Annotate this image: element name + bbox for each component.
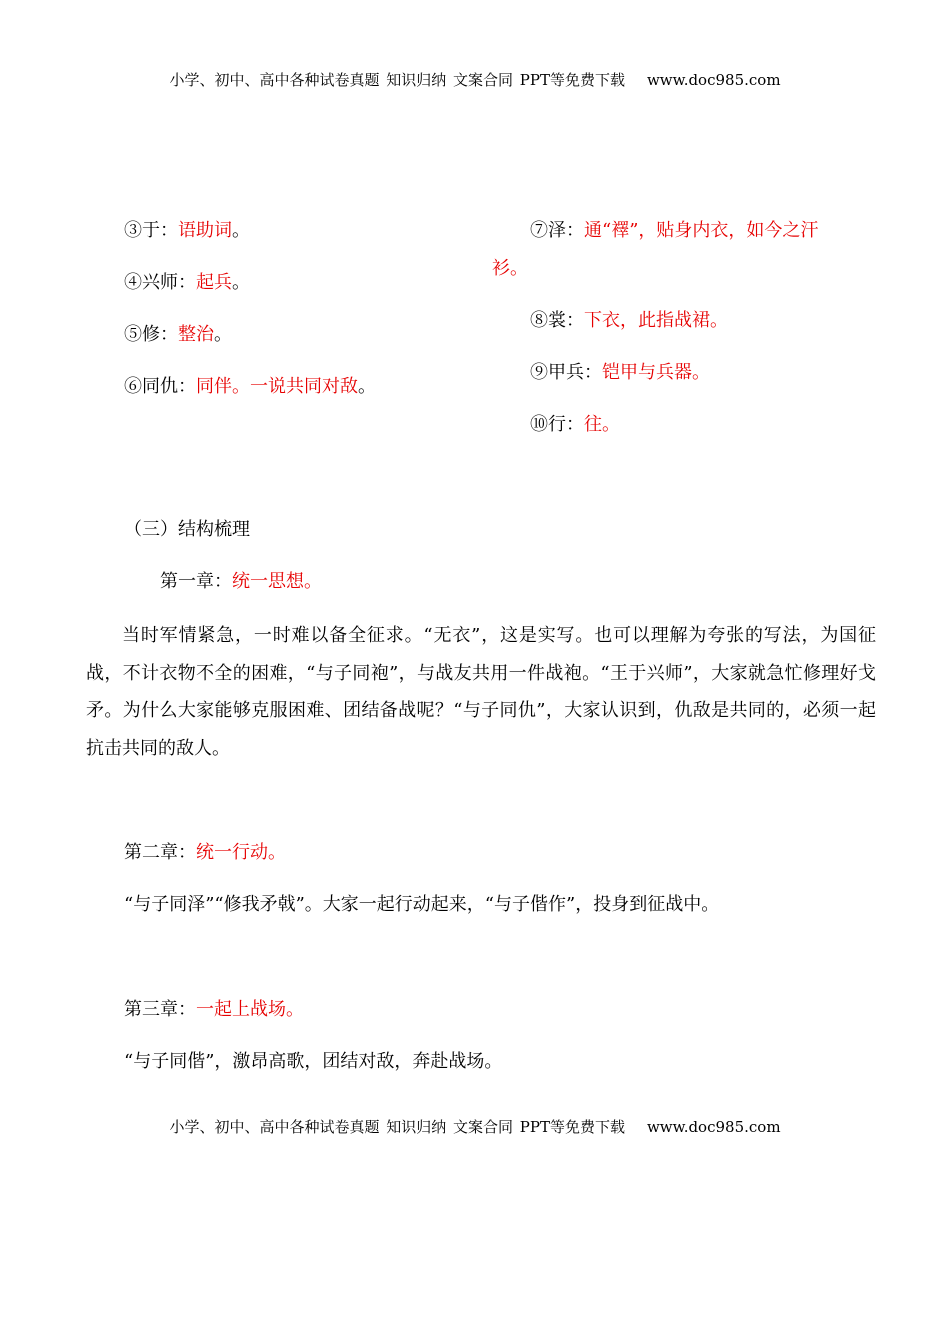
chapter-summary: 一起上战场。	[196, 999, 304, 1020]
note-term: ⑦泽：	[530, 220, 584, 241]
chapter-1-body: 当时军情紧急，一时难以备全征求。“无衣”，这是实写。也可以理解为夸张的写法，为国征战，不计衣物不全的困难，“与子同袍”，与战友共用一件战袍。“王于兴师”，大家就急忙修理好戈矛。为什么大家能够克服困难、团结备战呢？“与子同仇”，大家认识到，仇敌是共同的，必须一起抗击共同的敌人。	[86, 625, 876, 759]
note-term: ⑥同仇：	[124, 376, 196, 397]
chapter-summary: 统一思想。	[232, 571, 322, 592]
page-header	[0, 69, 950, 90]
chapter-label: 第一章：	[160, 571, 232, 592]
note-9	[530, 361, 710, 385]
note-definition: 同伴。一说共同对敌	[196, 376, 358, 397]
note-7	[530, 219, 818, 243]
chapter-3-heading	[124, 998, 304, 1022]
chapter-3-body: “与子同偕”，激昂高歌，团结对敌，奔赴战场。	[124, 1051, 503, 1072]
chapter-2-body: “与子同泽”“修我矛戟”。大家一起行动起来，“与子偕作”，投身到征战中。	[124, 894, 720, 915]
chapter-1-heading	[160, 570, 322, 594]
note-definition: 下衣，此指战裙。	[584, 310, 728, 331]
note-10	[530, 413, 620, 437]
header-text: 小学、初中、高中各种试卷真题 知识归纳 文案合同 PPT等免费下载	[169, 71, 625, 89]
page-footer	[0, 1116, 950, 1137]
chapter-2-heading	[124, 841, 286, 865]
note-6	[124, 375, 376, 399]
note-term: ⑤修：	[124, 324, 178, 345]
note-definition: 起兵	[196, 272, 232, 293]
section-title: （三）结构梳理	[124, 519, 250, 540]
note-term: ⑨甲兵：	[530, 362, 602, 383]
note-4	[124, 271, 250, 295]
note-definition: 往。	[584, 414, 620, 435]
note-term: ⑧裳：	[530, 310, 584, 331]
footer-url: www.doc985.com	[646, 1118, 781, 1136]
note-definition: 铠甲与兵器。	[602, 362, 710, 383]
note-term: ④兴师：	[124, 272, 196, 293]
note-term: ③于：	[124, 220, 178, 241]
note-definition: 通“襗”，贴身内衣，如今之汗	[584, 220, 819, 241]
note-definition: 整治	[178, 324, 214, 345]
note-end: 。	[232, 220, 250, 241]
chapter-label: 第二章：	[124, 842, 196, 863]
note-end: 。	[358, 376, 376, 397]
note-5	[124, 323, 232, 347]
note-3	[124, 219, 250, 243]
chapter-label: 第三章：	[124, 999, 196, 1020]
note-end: 。	[214, 324, 232, 345]
note-8	[530, 309, 728, 333]
header-url: www.doc985.com	[646, 71, 781, 89]
note-7-continuation: 衫。	[492, 258, 528, 279]
chapter-summary: 统一行动。	[196, 842, 286, 863]
note-end: 。	[232, 272, 250, 293]
note-definition: 语助词	[178, 220, 232, 241]
footer-text: 小学、初中、高中各种试卷真题 知识归纳 文案合同 PPT等免费下载	[169, 1118, 625, 1136]
note-term: ⑩行：	[530, 414, 584, 435]
